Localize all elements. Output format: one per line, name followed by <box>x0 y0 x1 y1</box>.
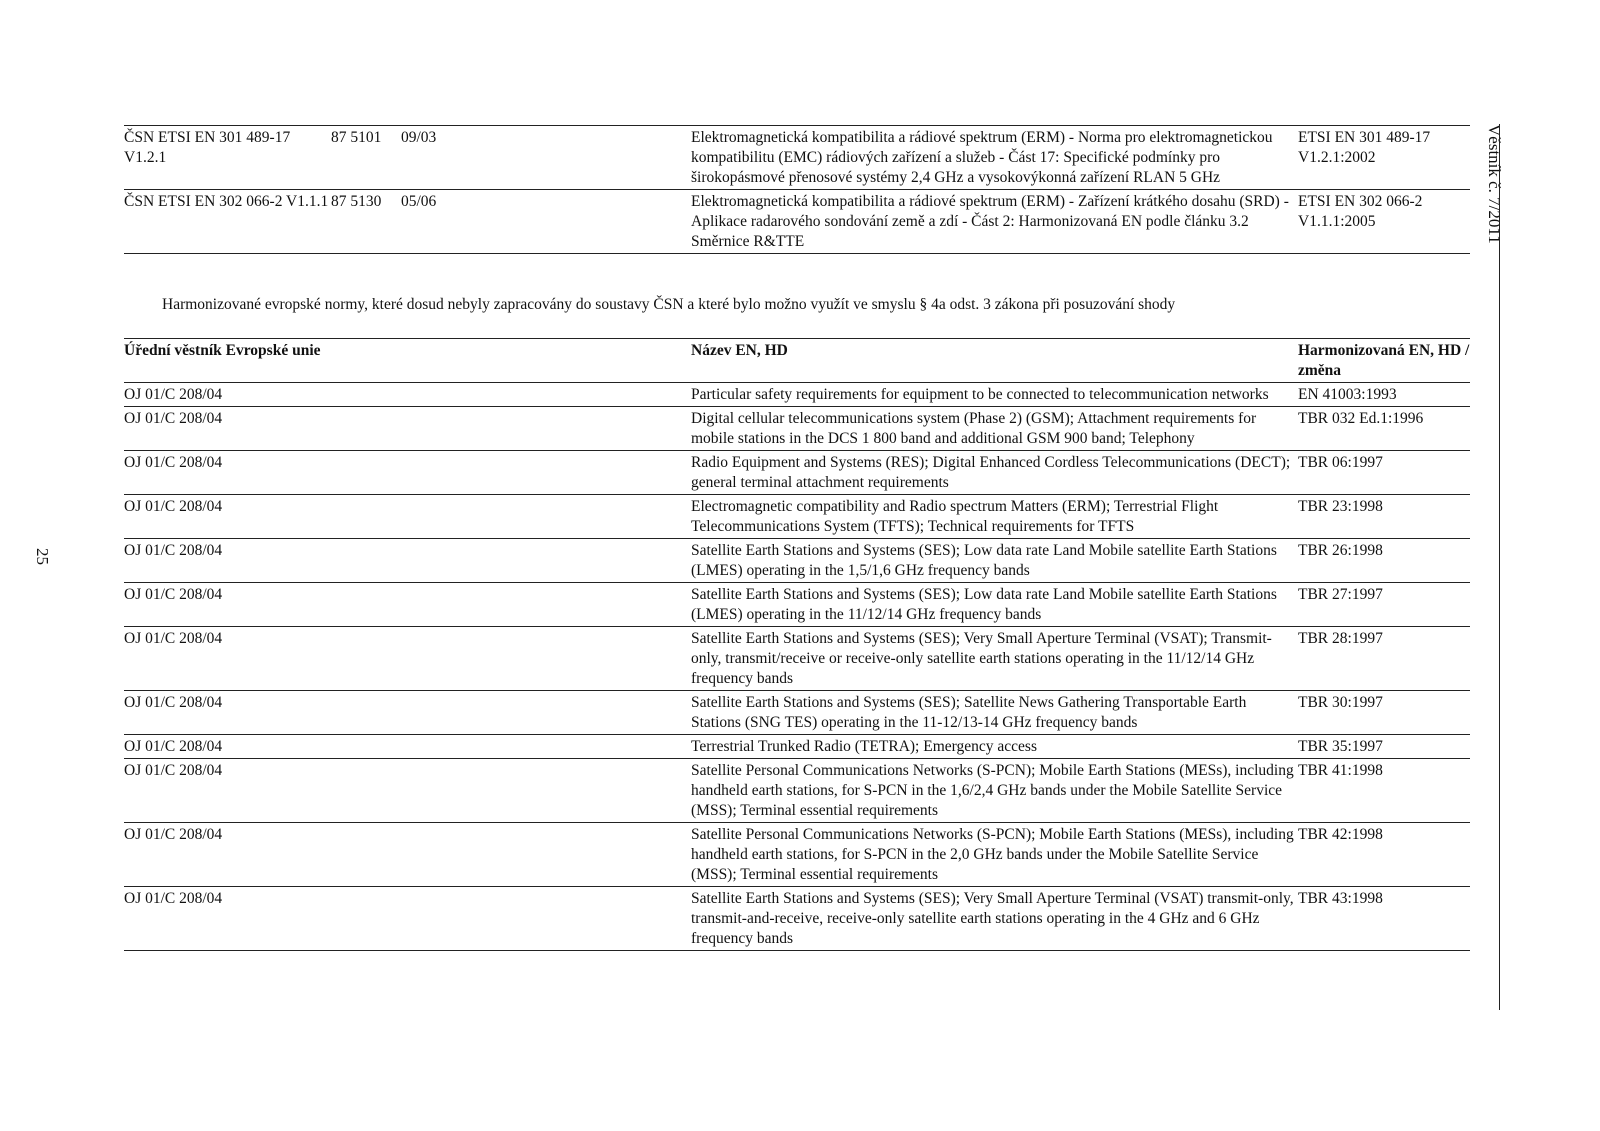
table-row <box>124 539 1470 583</box>
table-row <box>124 887 1470 951</box>
harmonized-ref-cell: TBR 26:1998 <box>1298 542 1383 559</box>
date-cell: 05/06 <box>401 193 437 210</box>
title-cell: Satellite Earth Stations and Systems (SES); Very Small Aperture Terminal (VSAT) transmit-only, transmit-and-receive, receive-only satellite earth stations operating in the 4 GHz and 6 GHz frequency bands <box>691 890 1294 947</box>
class-code-cell: 87 5130 <box>331 193 382 210</box>
table-row <box>124 691 1470 735</box>
title-cell: Terrestrial Trunked Radio (TETRA); Emergency access <box>691 738 1037 755</box>
journal-cell: OJ 01/C 208/04 <box>124 410 223 427</box>
harmonized-ref-cell: TBR 30:1997 <box>1298 694 1383 711</box>
title-cell: Digital cellular telecommunications system (Phase 2) (GSM); Attachment requirements for mobile stations in the DCS 1 800 band and additional GSM 900 band; Telephony <box>691 410 1257 447</box>
journal-cell: OJ 01/C 208/04 <box>124 586 223 603</box>
table-row <box>124 583 1470 627</box>
table-header-row <box>124 339 1470 383</box>
journal-cell: OJ 01/C 208/04 <box>124 386 223 403</box>
csn-standards-table <box>124 125 1470 254</box>
table-row <box>124 735 1470 759</box>
journal-cell: OJ 01/C 208/04 <box>124 454 223 471</box>
harmonized-ref-cell: TBR 27:1997 <box>1298 586 1383 603</box>
table-row <box>124 451 1470 495</box>
table-row <box>124 823 1470 887</box>
header-title: Název EN, HD <box>691 342 788 359</box>
table-row <box>124 627 1470 691</box>
journal-cell: OJ 01/C 208/04 <box>124 826 223 843</box>
harmonized-ref-cell: TBR 23:1998 <box>1298 498 1383 515</box>
standard-cell: ČSN ETSI EN 302 066-2 V1.1.1 <box>124 193 329 210</box>
title-cell: Satellite Personal Communications Networks (S-PCN); Mobile Earth Stations (MESs), including handheld earth stations, for S-PCN in the 1,6/2,4 GHz bands under the Mobile Satellite Service (MSS); Terminal essential requirements <box>691 762 1294 819</box>
header-journal: Úřední věstník Evropské unie <box>124 342 321 359</box>
journal-cell: OJ 01/C 208/04 <box>124 542 223 559</box>
source-cell: ETSI EN 302 066-2 V1.1.1:2005 <box>1298 193 1423 230</box>
harmonized-ref-cell: TBR 41:1998 <box>1298 762 1383 779</box>
journal-cell: OJ 01/C 208/04 <box>124 762 223 779</box>
title-cell: Satellite Earth Stations and Systems (SES); Satellite News Gathering Transportable Earth Stations (SNG TES) operating in the 11-12/13-14 GHz frequency bands <box>691 694 1247 731</box>
title-cell: Particular safety requirements for equipment to be connected to telecommunication networks <box>691 386 1269 403</box>
source-cell: ETSI EN 301 489-17 V1.2.1:2002 <box>1298 129 1431 166</box>
side-rule <box>1499 124 1500 1010</box>
table-row <box>124 190 1470 254</box>
table-row <box>124 126 1470 190</box>
harmonized-ref-cell: TBR 06:1997 <box>1298 454 1383 471</box>
title-cell: Elektromagnetická kompatibilita a rádiové spektrum (ERM) - Zařízení krátkého dosahu (SRD) - Aplikace radarového sondování země a zdí - Část 2: Harmonizovaná EN podle článku 3.2 Směrnice R&TTE <box>691 193 1289 250</box>
title-cell: Satellite Earth Stations and Systems (SES); Low data rate Land Mobile satellite Earth Stations (LMES) operating in the 1,5/1,6 GHz frequency bands <box>691 542 1277 579</box>
title-cell: Elektromagnetická kompatibilita a rádiové spektrum (ERM) - Norma pro elektromagnetickou kompatibilitu (EMC) rádiových zařízení a služeb - Část 17: Specifické podmínky pro širokopásmové přenosové systémy 2,4 GHz a vysokovýkonná zařízení RLAN 5 GHz <box>691 129 1273 186</box>
header-harmonized: Harmonizovaná EN, HD / změna <box>1298 342 1470 379</box>
class-code-cell: 87 5101 <box>331 129 382 146</box>
title-cell: Satellite Earth Stations and Systems (SES); Low data rate Land Mobile satellite Earth Stations (LMES) operating in the 11/12/14 GHz frequency bands <box>691 586 1277 623</box>
harmonized-ref-cell: TBR 35:1997 <box>1298 738 1383 755</box>
running-header: Věstník č. 7/2011 <box>1485 124 1504 244</box>
harmonized-ref-cell: TBR 032 Ed.1:1996 <box>1298 410 1424 427</box>
title-cell: Satellite Earth Stations and Systems (SES); Very Small Aperture Terminal (VSAT); Transmit-only, transmit/receive or receive-only satellite earth stations operating in the 11/12/14 GHz frequency bands <box>691 630 1272 687</box>
en-standards-table <box>124 338 1470 951</box>
table-row <box>124 759 1470 823</box>
page-number: 25 <box>33 548 52 565</box>
title-cell: Electromagnetic compatibility and Radio spectrum Matters (ERM); Terrestrial Flight Telecommunications System (TFTS); Technical requirements for TFTS <box>691 498 1219 535</box>
harmonized-ref-cell: TBR 28:1997 <box>1298 630 1383 647</box>
harmonized-ref-cell: TBR 42:1998 <box>1298 826 1383 843</box>
intro-text: Harmonizované evropské normy, které dosud nebyly zapracovány do soustavy ČSN a které bylo možno využít ve smyslu § 4a odst. 3 zákona při posuzování shody <box>162 296 1176 313</box>
standard-cell: ČSN ETSI EN 301 489-17 V1.2.1 <box>124 129 291 166</box>
table-row <box>124 407 1470 451</box>
harmonized-ref-cell: TBR 43:1998 <box>1298 890 1383 907</box>
journal-cell: OJ 01/C 208/04 <box>124 738 223 755</box>
journal-cell: OJ 01/C 208/04 <box>124 630 223 647</box>
date-cell: 09/03 <box>401 129 437 146</box>
title-cell: Radio Equipment and Systems (RES); Digital Enhanced Cordless Telecommunications (DECT); general terminal attachment requirements <box>691 454 1291 491</box>
table-row <box>124 383 1470 407</box>
harmonized-ref-cell: EN 41003:1993 <box>1298 386 1397 403</box>
journal-cell: OJ 01/C 208/04 <box>124 694 223 711</box>
journal-cell: OJ 01/C 208/04 <box>124 498 223 515</box>
title-cell: Satellite Personal Communications Networks (S-PCN); Mobile Earth Stations (MESs), including handheld earth stations, for S-PCN in the 2,0 GHz bands under the Mobile Satellite Service (MSS); Terminal essential requirements <box>691 826 1294 883</box>
table-row <box>124 495 1470 539</box>
journal-cell: OJ 01/C 208/04 <box>124 890 223 907</box>
